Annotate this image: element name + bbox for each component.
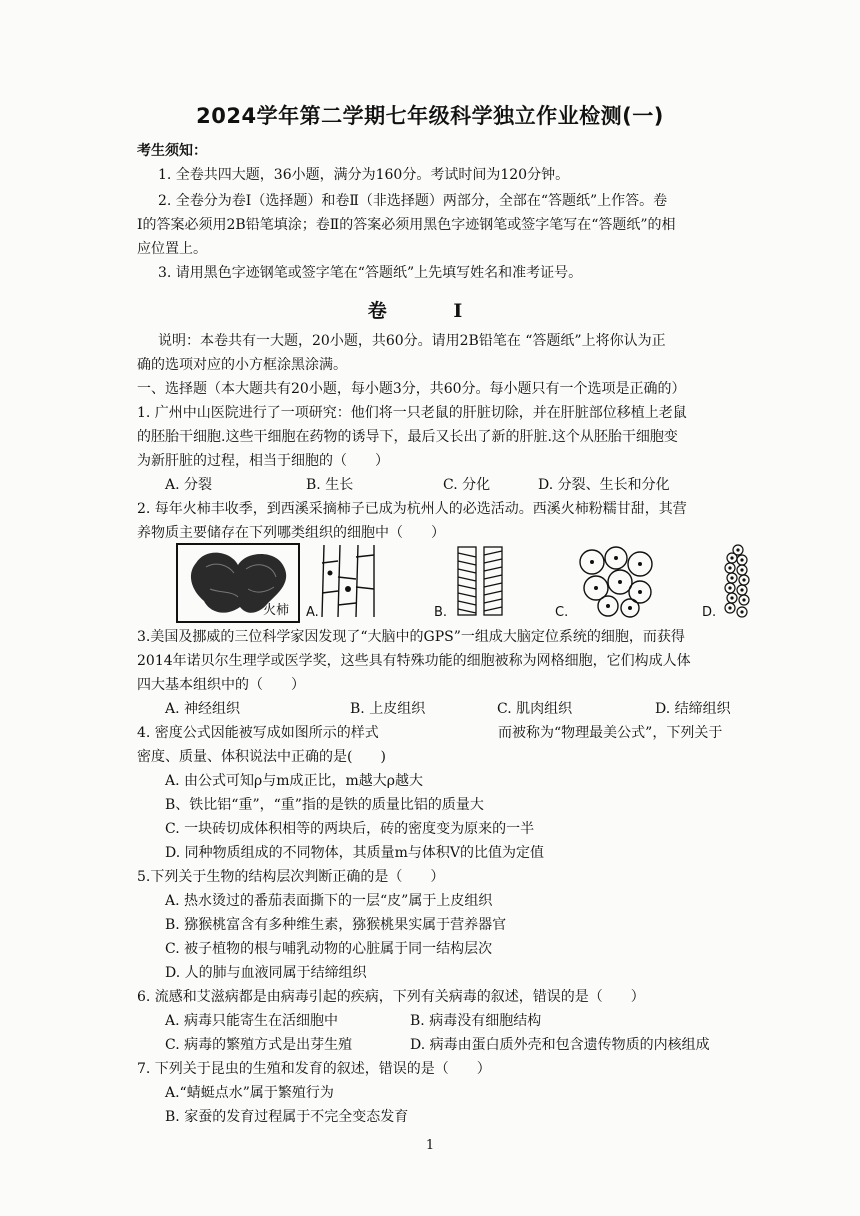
q2-line-2: 养物质主要储存在下列哪类组织的细胞中（ ） <box>137 525 445 541</box>
q3-option-b: B. 上皮组织 <box>350 701 426 717</box>
q6-option-a: A. 病毒只能寄生在活细胞中 <box>165 1013 339 1029</box>
q1-option-c: C. 分化 <box>443 477 491 493</box>
q1-line-1: 1. 广州中山医院进行了一项研究：他们将一只老鼠的肝脏切除，并在肝脏部位移植上老鼠 <box>137 405 687 421</box>
section-heading: 一、选择题（本大题共有20小题，每小题3分，共60分。每小题只有一个选项是正确的） <box>137 381 686 397</box>
tissue-a-figure <box>318 543 380 619</box>
q3-line-3: 四大基本组织中的（ ） <box>137 677 305 693</box>
q1-option-a: A. 分裂 <box>165 477 213 493</box>
q7-option-b: B. 家蚕的发育过程属于不完全变态发育 <box>165 1109 409 1125</box>
q4-line-2: 密度、质量、体积说法中正确的是( ) <box>137 749 386 765</box>
volume-title: 卷 Ⅰ <box>367 300 493 322</box>
q3-line-2: 2014年诺贝尔生理学或医学奖，这些具有特殊功能的细胞被称为网格细胞，它们构成人体 <box>137 653 691 669</box>
q3-option-d: D. 结缔组织 <box>655 701 731 717</box>
q3-line-1: 3.美国及挪威的三位科学家因发现了“大脑中的GPS”一组成大脑定位系统的细胞，而获得 <box>137 629 685 645</box>
q1-option-b: B. 生长 <box>306 477 354 493</box>
q4-option-c: C. 一块砖切成体积相等的两块后，砖的密度变为原来的一半 <box>165 821 535 837</box>
q5-option-b: B. 猕猴桃富含有多种维生素，猕猴桃果实属于营养器官 <box>165 917 507 933</box>
tissue-c-figure <box>578 546 654 618</box>
persimmon-caption: 火柿 <box>263 603 290 618</box>
exam-title: 2024学年第二学期七年级科学独立作业检测(一) <box>196 104 664 128</box>
q2-line-1: 2. 每年火柿丰收季，到西溪采摘柿子已成为杭州人的必选活动。西溪火柿粉糯甘甜，其营 <box>137 501 687 517</box>
q5-option-d: D. 人的肺与血液同属于结缔组织 <box>165 965 367 981</box>
q4-option-b: B、铁比铝“重”，“重”指的是铁的质量比铝的质量大 <box>165 797 484 813</box>
q5-option-a: A. 热水烫过的番茄表面撕下的一层“皮”属于上皮组织 <box>165 893 493 909</box>
tissue-d-label: D. <box>702 605 717 620</box>
notice-item-2-end: 应位置上。 <box>137 241 207 257</box>
q4-option-d: D. 同种物质组成的不同物体，其质量m与体积V的比值为定值 <box>165 845 545 861</box>
explain-line-2: 确的选项对应的小方框涂黑涂满。 <box>137 357 347 373</box>
notice-item-2-cont: Ⅰ的答案必须用2B铅笔填涂；卷Ⅱ的答案必须用黑色字迹钢笔或签字笔写在“答题纸”的相 <box>137 217 676 233</box>
q6-option-b: B. 病毒没有细胞结构 <box>410 1013 542 1029</box>
q1-option-d: D. 分裂、生长和分化 <box>538 477 670 493</box>
tissue-a-label: A. <box>306 605 319 620</box>
q1-line-2: 的胚胎干细胞.这些干细胞在药物的诱导下，最后又长出了新的肝脏.这个从胚胎干细胞变 <box>137 429 678 445</box>
tissue-c-label: C. <box>555 605 569 620</box>
tissue-b-figure <box>452 545 510 617</box>
tissue-d-figure <box>718 544 754 620</box>
page-number: 1 <box>425 1138 435 1153</box>
q4-line-1a: 4. 密度公式因能被写成如图所示的样式 <box>137 725 379 741</box>
q7-line: 7. 下列关于昆虫的生殖和发育的叙述，错误的是（ ） <box>137 1061 491 1077</box>
q1-line-3: 为新肝脏的过程，相当于细胞的（ ） <box>137 453 389 469</box>
notice-item-3: 3. 请用黑色字迹钢笔或签字笔在“答题纸”上先填写姓名和准考证号。 <box>158 265 583 281</box>
q4-line-1b: 而被称为“物理最美公式”，下列关于 <box>498 725 723 741</box>
q5-option-c: C. 被子植物的根与哺乳动物的心脏属于同一结构层次 <box>165 941 493 957</box>
explain-line-1: 说明：本卷共有一大题，20小题，共60分。请用2B铅笔在 “答题纸”上将你认为正 <box>158 333 666 349</box>
q5-line: 5.下列关于生物的结构层次判断正确的是（ ） <box>137 869 445 885</box>
q3-option-c: C. 肌肉组织 <box>497 701 573 717</box>
q6-line: 6. 流感和艾滋病都是由病毒引起的疾病，下列有关病毒的叙述，错误的是（ ） <box>137 989 645 1005</box>
notice-item-2: 2. 全卷分为卷Ⅰ（选择题）和卷Ⅱ（非选择题）两部分，全部在“答题纸”上作答。卷 <box>158 193 668 209</box>
q6-option-d: D. 病毒由蛋白质外壳和包含遗传物质的内核组成 <box>410 1037 710 1053</box>
q3-option-a: A. 神经组织 <box>165 701 241 717</box>
q4-option-a: A. 由公式可知ρ与m成正比，m越大ρ越大 <box>165 773 424 789</box>
notice-heading: 考生须知： <box>137 143 207 159</box>
q7-option-a: A.“蜻蜓点水”属于繁殖行为 <box>165 1085 334 1101</box>
tissue-b-label: B. <box>434 605 448 620</box>
notice-item-1: 1. 全卷共四大题，36小题，满分为160分。考试时间为120分钟。 <box>158 167 570 183</box>
q6-option-c: C. 病毒的繁殖方式是出芽生殖 <box>165 1037 353 1053</box>
